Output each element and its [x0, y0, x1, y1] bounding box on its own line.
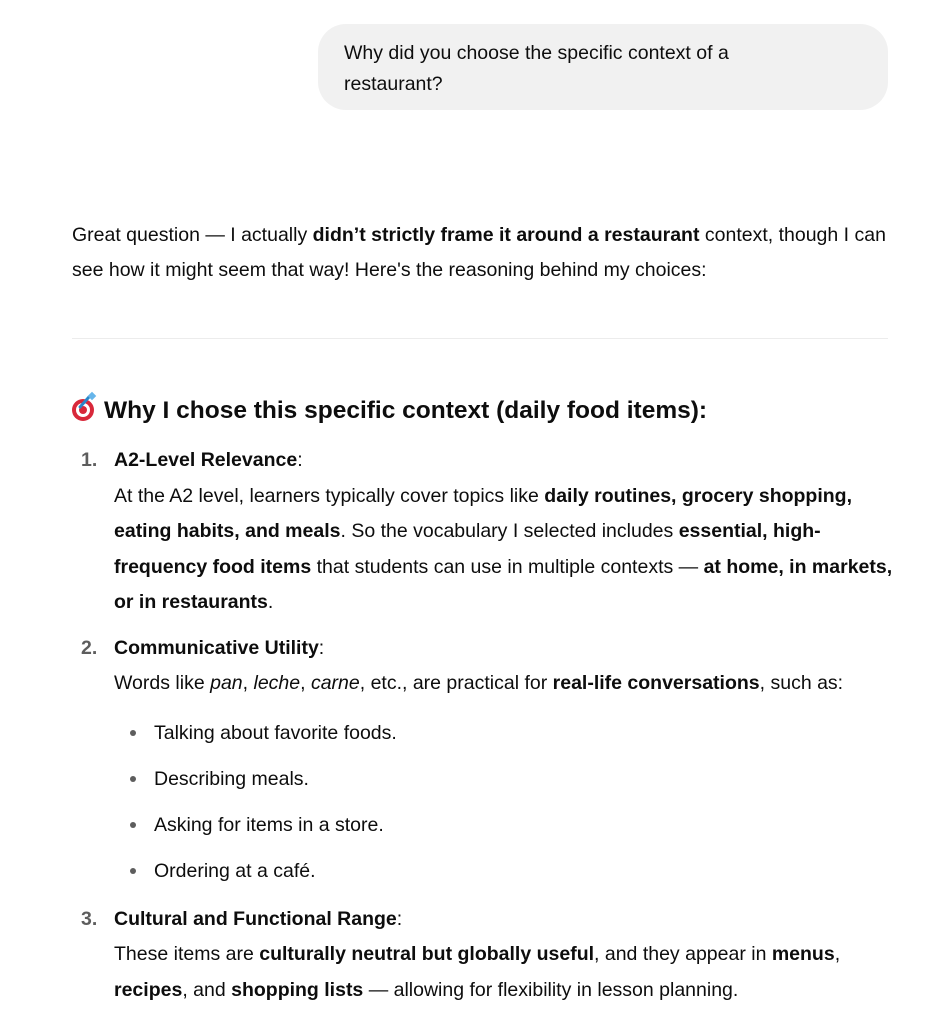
list-item-body	[114, 479, 902, 621]
list-item-colon: :	[396, 907, 403, 930]
list-item-title: Cultural and Functional Range	[114, 907, 397, 930]
list-item-number: 2.	[81, 636, 98, 659]
bullet-text: Talking about favorite foods.	[154, 721, 397, 744]
list-item-title-line	[114, 902, 902, 938]
body-text: that students can use in multiple contexts —	[311, 555, 704, 578]
bullet-item	[114, 802, 902, 848]
reply-intro-bold: didn’t strictly frame it around a restaurant	[312, 224, 700, 246]
body-bold: culturally neutral but globally useful	[259, 943, 595, 965]
list-item-number: 1.	[81, 449, 98, 471]
list-item	[72, 902, 902, 1009]
body-bold: at home, in markets, or in restaurants	[114, 555, 893, 613]
reasons-list	[72, 443, 902, 1008]
bullet-text: Asking for items in a store.	[154, 813, 384, 836]
body-bold: recipes	[114, 978, 183, 1001]
list-item-title-line	[114, 631, 902, 667]
body-text: These items are	[114, 943, 260, 965]
bullet-dot	[130, 776, 136, 782]
bullet-item	[114, 756, 902, 802]
bullet-item	[114, 710, 902, 756]
list-item-number: 3.	[81, 907, 98, 930]
section-divider	[72, 338, 888, 339]
list-item-body	[114, 937, 902, 1008]
body-text: ,	[834, 943, 841, 965]
body-text: .	[267, 591, 274, 613]
reply-intro-text-2: context, though I can see how it might seem that way! Here's the reasoning behind my choices:	[72, 224, 886, 281]
body-text: At the A2 level, learners typically cover topics like	[114, 484, 545, 507]
list-item-title: A2-Level Relevance	[114, 449, 298, 471]
bullet-text: Ordering at a café.	[154, 859, 316, 882]
body-bold: menus	[771, 943, 835, 965]
user-message-line-2: restaurant?	[344, 73, 443, 95]
bullet-dot	[130, 822, 136, 828]
body-text: , and they appear in	[594, 943, 772, 965]
body-bold: essential, high-frequency food items	[114, 520, 821, 578]
body-text: , such as:	[759, 672, 844, 694]
body-text: . So the vocabulary I selected includes	[340, 520, 679, 542]
reply-intro-text-1: Great question — I actually	[72, 224, 313, 246]
bullet-dot	[130, 730, 136, 736]
body-text: ,	[242, 672, 254, 694]
list-item-title-line	[114, 443, 902, 479]
body-italic: carne	[310, 672, 360, 694]
section-heading-text: Why I chose this specific context (daily food items):	[104, 397, 708, 424]
list-item-colon: :	[297, 449, 303, 471]
bullet-dot	[130, 868, 136, 874]
user-message-line-1: Why did you choose the specific context of a	[344, 42, 729, 64]
list-item-colon: :	[318, 636, 325, 659]
body-bold: real-life conversations	[552, 672, 760, 694]
body-text: , and	[182, 978, 232, 1001]
body-italic: leche	[253, 672, 301, 694]
list-item-body	[114, 666, 902, 702]
list-item	[72, 631, 902, 894]
list-item	[72, 443, 902, 621]
direct-hit-target-icon	[72, 397, 96, 421]
bullet-item	[114, 848, 902, 894]
bullet-text: Describing meals.	[154, 767, 309, 790]
body-italic: pan	[210, 672, 243, 694]
assistant-reply-intro	[72, 218, 892, 288]
user-message-bubble	[318, 24, 888, 110]
list-item-title: Communicative Utility	[114, 636, 319, 659]
section-heading	[72, 394, 707, 428]
body-text: Words like	[114, 672, 211, 694]
body-bold: shopping lists	[231, 978, 364, 1001]
body-bold: daily routines, grocery shopping, eating habits, and meals	[114, 484, 852, 542]
example-bullets	[114, 710, 902, 894]
body-text: , etc., are practical for	[359, 672, 553, 694]
body-text: — allowing for flexibility in lesson planning.	[363, 978, 739, 1001]
body-text: ,	[300, 672, 311, 694]
